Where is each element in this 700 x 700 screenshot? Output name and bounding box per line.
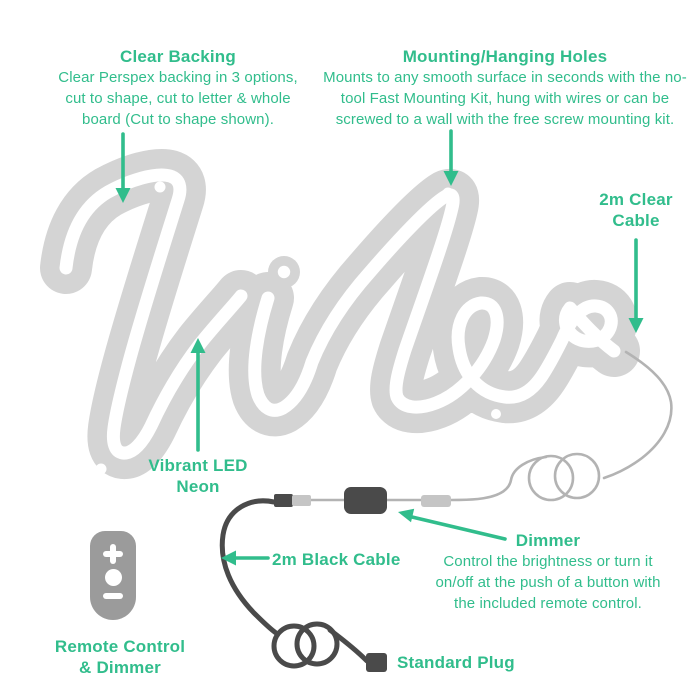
plug-label: Standard Plug: [397, 653, 515, 672]
power-button-icon: [105, 569, 122, 586]
clear-cable-loop: [529, 456, 573, 500]
clear-cable-loop: [555, 454, 599, 498]
arrow-up-left-head-icon: [398, 509, 414, 523]
mounting-body: Mounts to any smooth surface in seconds with the no-tool Fast Mounting Kit, hung with wires or can be screwed to a wall with the free screw mounting kit.: [323, 69, 687, 128]
remote-control-icon: [90, 531, 136, 620]
plus-icon: [110, 544, 116, 564]
cable-sleeve-icon: [421, 495, 451, 507]
vibe-sign: [66, 175, 614, 475]
cable-connector-icon: [274, 494, 293, 507]
mounting-block: [321, 46, 689, 130]
clear-backing-body: Clear Perspex backing in 3 options, cut to shape, cut to letter & whole board (Cut to shape shown).: [58, 69, 298, 128]
dimmer-assembly: [274, 487, 451, 514]
black-cable-line: [222, 501, 276, 633]
dimmer-body: Control the brightness or turn it on/off at the push of a button with the included remote control.: [435, 553, 661, 612]
clear-backing-title: Clear Backing: [120, 47, 236, 66]
mounting-hole-icon: [491, 409, 501, 419]
mounting-title: Mounting/Hanging Holes: [402, 47, 608, 66]
clear-cable-line: [451, 457, 546, 500]
vibrant-led-label: Vibrant LED Neon: [148, 456, 248, 496]
plug-icon: [366, 653, 387, 672]
black-cable: [222, 501, 387, 672]
dimmer-box-icon: [344, 487, 387, 514]
mounting-hole-icon: [155, 182, 166, 193]
mounting-hole-icon: [96, 464, 107, 475]
sign-i-dot-tube: [278, 266, 290, 278]
clear-cable-label: 2m Clear Cable: [599, 190, 673, 230]
remote-label: Remote Control & Dimmer: [54, 637, 186, 677]
dimmer-block: [423, 530, 673, 614]
cable-sleeve-icon: [292, 495, 311, 506]
clear-backing-block: [46, 46, 310, 130]
minus-icon: [103, 593, 123, 599]
black-cable-label: 2m Black Cable: [272, 550, 401, 569]
dimmer-title: Dimmer: [515, 531, 581, 550]
